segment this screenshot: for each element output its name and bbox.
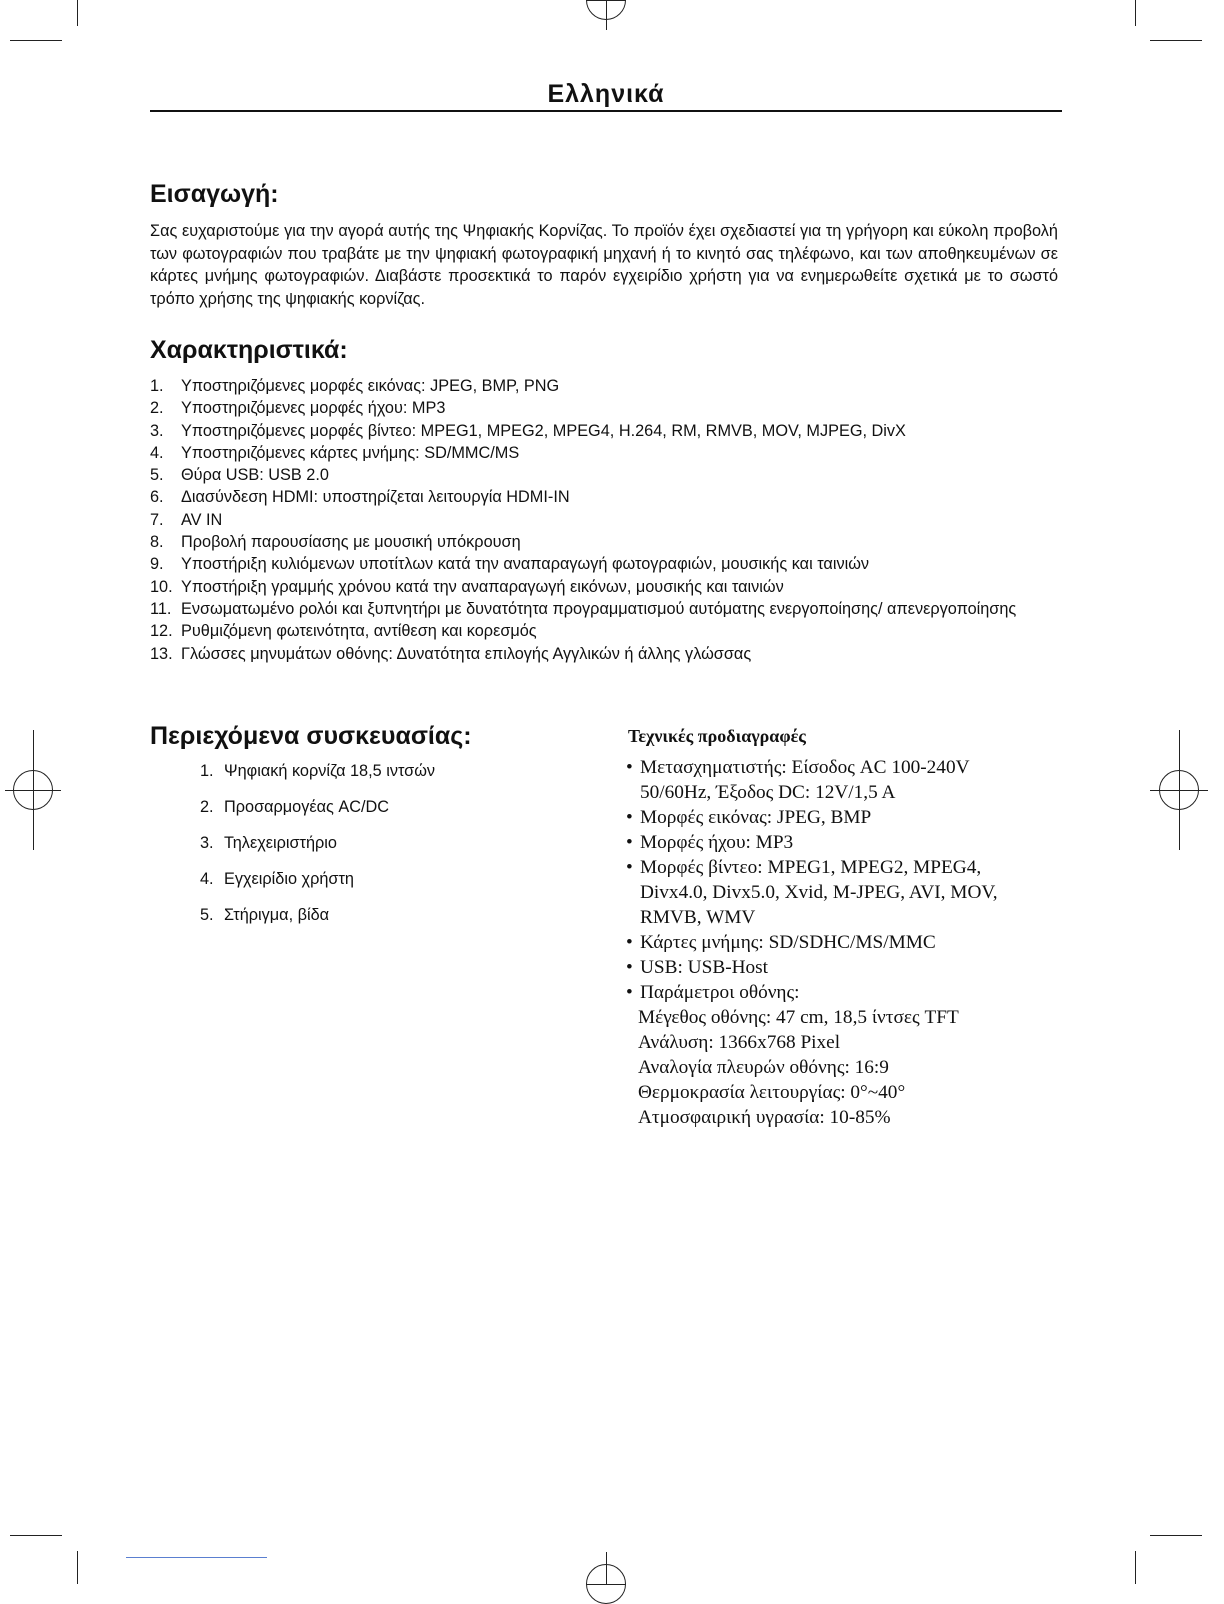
item-text: AV IN — [181, 510, 223, 529]
item-number: 2. — [150, 399, 164, 418]
item-text: Υποστηριζόμενες μορφές βίντεο: MPEG1, MPEG2, MPEG4, H.264, RM, RMVB, MOV, MJPEG, DivX — [181, 421, 906, 440]
item-text: Μορφές βίντεο: MPEG1, MPEG2, MPEG4, — [640, 857, 982, 878]
item-text: Διασύνδεση HDMI: υποστηρίζεται λειτουργία HDMI-IN — [181, 488, 570, 507]
item-text: Υποστήριξη γραμμής χρόνου κατά την αναπαραγωγή εικόνων, μουσικής και ταινιών — [181, 577, 784, 596]
item-continuation: RMVB, WMV — [640, 907, 756, 928]
title-divider — [150, 110, 1062, 112]
list-item — [150, 420, 1070, 442]
list-item — [200, 762, 435, 798]
list-item — [150, 397, 1070, 419]
item-text: Στήριγμα, βίδα — [224, 906, 330, 924]
item-number: 8. — [150, 533, 164, 552]
item-text: Ρυθμιζόμενη φωτεινότητα, αντίθεση και κορεσμός — [181, 622, 537, 641]
item-body — [640, 980, 800, 1005]
display-param: Αναλογία πλευρών οθόνης: 16:9 — [638, 1057, 889, 1078]
list-item — [626, 930, 1066, 955]
item-number: 5. — [200, 906, 214, 924]
item-body — [640, 755, 970, 805]
specs-heading: Τεχνικές προδιαγραφές — [628, 726, 806, 746]
list-item — [200, 798, 435, 834]
intro-heading: Εισαγωγή: — [150, 180, 279, 208]
list-item — [150, 531, 1070, 553]
list-item — [150, 486, 1070, 508]
item-text: USB: USB-Host — [640, 957, 769, 978]
contents-heading: Περιεχόμενα συσκευασίας: — [150, 722, 472, 750]
features-list — [150, 375, 1070, 665]
item-text: Παράμετροι οθόνης: — [640, 982, 800, 1003]
item-number: 11. — [150, 599, 172, 618]
item-body — [640, 930, 936, 955]
item-number: 3. — [150, 421, 164, 440]
bullet: • — [626, 832, 633, 853]
specs-list — [626, 755, 1066, 1130]
item-text: Υποστήριξη κυλιόμενων υποτίτλων κατά την αναπαραγωγή φωτογραφιών, μουσικής και ταινιών — [181, 555, 870, 574]
list-item — [626, 805, 1066, 830]
crop-mark — [1135, 1551, 1136, 1584]
page-title: Ελληνικά — [547, 80, 665, 108]
bullet: • — [626, 957, 633, 978]
list-item — [626, 830, 1066, 855]
list-item — [200, 870, 435, 906]
crop-mark — [1135, 0, 1136, 26]
list-item — [626, 955, 1066, 980]
item-text: Υποστηριζόμενες μορφές εικόνας: JPEG, BMP, PNG — [181, 377, 560, 395]
item-number: 6. — [150, 488, 164, 507]
crop-mark — [1150, 40, 1202, 41]
item-text: Τηλεχειριστήριο — [224, 834, 337, 852]
item-body — [640, 805, 871, 830]
item-number: 7. — [150, 510, 164, 529]
item-continuation: 50/60Hz, Έξοδος DC: 12V/1,5 A — [640, 782, 896, 803]
item-number: 3. — [200, 834, 214, 852]
display-param: Θερμοκρασία λειτουργίας: 0°~40° — [638, 1082, 906, 1103]
item-number: 4. — [200, 870, 214, 888]
bullet: • — [626, 757, 633, 778]
list-item — [150, 442, 1070, 464]
item-number: 5. — [150, 466, 164, 485]
item-body — [640, 830, 793, 855]
bullet: • — [626, 932, 633, 953]
item-number: 13. — [150, 644, 173, 663]
item-text: Εγχειρίδιο χρήστη — [224, 870, 354, 888]
item-text: Υποστηριζόμενες κάρτες μνήμης: SD/MMC/MS — [181, 443, 520, 462]
item-number: 1. — [150, 377, 164, 395]
footer-line — [126, 1557, 267, 1558]
list-item — [150, 576, 1070, 598]
item-number: 10. — [150, 577, 173, 596]
item-body — [640, 855, 998, 930]
display-param: Ατμοσφαιρική υγρασία: 10-85% — [638, 1107, 891, 1128]
item-text: Κάρτες μνήμης: SD/SDHC/MS/MMC — [640, 932, 936, 953]
item-number: 1. — [200, 762, 214, 780]
item-text: Μετασχηματιστής: Είσοδος AC 100-240V — [640, 757, 970, 778]
item-text: Θύρα USB: USB 2.0 — [181, 466, 329, 485]
item-text: Μορφές εικόνας: JPEG, BMP — [640, 807, 872, 828]
item-text: Ψηφιακή κορνίζα 18,5 ιντσών — [224, 762, 436, 780]
item-text: Μορφές ήχου: MP3 — [640, 832, 794, 853]
crop-mark — [77, 0, 78, 26]
list-item — [626, 755, 1066, 805]
crop-mark — [77, 1551, 78, 1584]
list-item — [626, 980, 1066, 1005]
item-body — [640, 955, 768, 980]
features-heading: Χαρακτηριστικά: — [150, 336, 348, 364]
list-item — [150, 598, 1070, 620]
display-param: Μέγεθος οθόνης: 47 cm, 18,5 ίντσες TFT — [638, 1007, 959, 1028]
intro-paragraph: Σας ευχαριστούμε για την αγορά αυτής της Ψηφιακής Κορνίζας. Το προϊόν έχει σχεδιαστεί για τη γρήγορη και εύκολη προβολή των φωτογραφιών που τραβάτε με την ψηφιακή φωτογραφική μηχανή ή το κινητό σας τηλέφωνο, και των αποθηκευμένων σε κάρτες μνήμης φωτογραφιών. Διαβάστε προσεκτικά το παρόν εγχειρίδιο χρήστη για να ενημερωθείτε σχετικά με το σωστό τρόπο χρήσης της ψηφιακής κορνίζας. — [150, 222, 1058, 308]
list-item — [200, 906, 435, 942]
bullet: • — [626, 982, 633, 1003]
contents-list — [200, 762, 435, 942]
crop-mark — [10, 1535, 62, 1536]
crop-mark — [10, 40, 62, 41]
list-item — [150, 643, 1070, 665]
item-number: 12. — [150, 622, 173, 641]
crop-mark — [1150, 1535, 1202, 1536]
display-param: Ανάλυση: 1366x768 Pixel — [638, 1032, 841, 1053]
item-continuation: Divx4.0, Divx5.0, Xvid, M-JPEG, AVI, MOV, — [640, 882, 998, 903]
item-number: 4. — [150, 443, 164, 462]
bullet: • — [626, 857, 633, 878]
list-item — [150, 553, 1070, 575]
list-item — [150, 620, 1070, 642]
list-item — [626, 855, 1066, 930]
item-number: 9. — [150, 555, 164, 574]
bullet: • — [626, 807, 633, 828]
item-text: Προβολή παρουσίασης με μουσική υπόκρουση — [181, 533, 521, 552]
list-item — [150, 375, 1070, 397]
item-text: Ενσωματωμένο ρολόι και ξυπνητήρι με δυνατότητα προγραμματισμού αυτόματης ενεργοποίησης/ απενεργοποίησης — [181, 599, 1017, 618]
item-text: Γλώσσες μηνυμάτων οθόνης: Δυνατότητα επιλογής Αγγλικών ή άλλης γλώσσας — [181, 644, 752, 663]
item-text: Προσαρμογέας AC/DC — [224, 798, 390, 816]
list-item — [200, 834, 435, 870]
item-number: 2. — [200, 798, 214, 816]
list-item — [150, 509, 1070, 531]
item-text: Υποστηριζόμενες μορφές ήχου: MP3 — [181, 399, 446, 418]
list-item — [150, 464, 1070, 486]
